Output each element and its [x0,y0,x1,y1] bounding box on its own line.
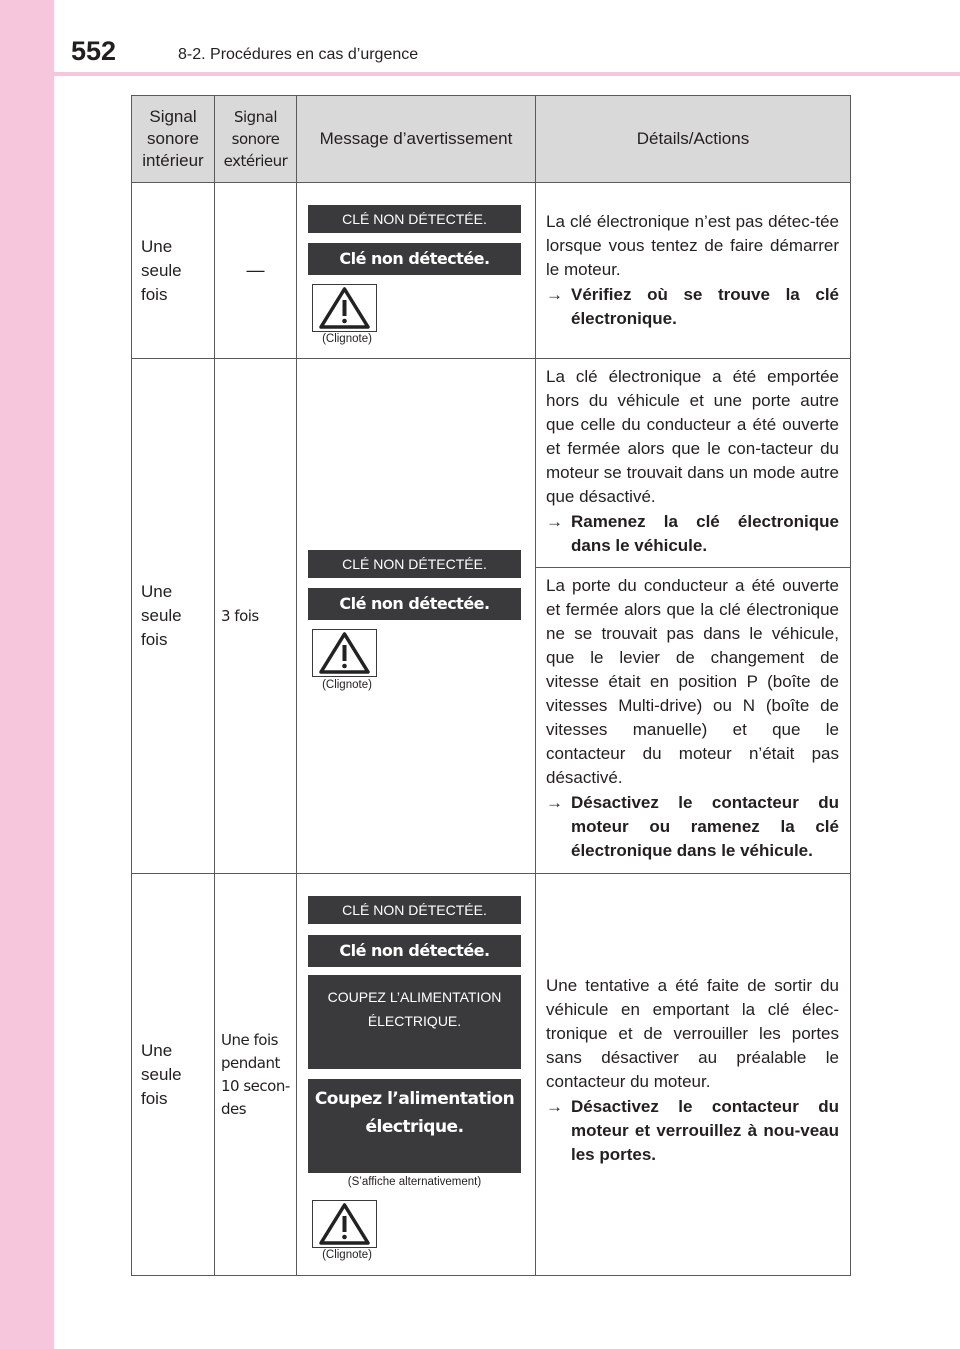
warning-table [131,95,851,1276]
alternate-caption: (S’affiche alternativement) [347,1176,482,1188]
details-text: La clé électronique n’est pas détec-tée lorsque vous tentez de faire démarrer le moteur. [546,212,839,279]
blink-caption: (Clignote) [322,333,372,345]
details-text: La clé électronique a été emportée hors du véhicule et une porte autre que celle du conducteur a été ouverte et fermée alors que le con-tacteur du moteur se trouvait dans un mode autre que désactivé. [546,367,839,506]
banner-upper: CLÉ NON DÉTECTÉE. [308,896,521,924]
banner-upper: CLÉ NON DÉTECTÉE. [308,205,521,233]
table-row [132,359,851,568]
details-cell [536,568,851,874]
table-header-row [132,96,851,183]
details-text: Une tentative a été faite de sortir du véhicule en emportant la clé élec-tronique et de verrouiller les portes sans désactiver au préalable le contacteur du moteur. [546,976,839,1091]
arrow-icon: → [546,1097,563,1116]
interior-signal: Une seule fois [141,582,182,649]
arrow-icon: → [546,793,563,812]
banner-mixed: Clé non détectée. [308,588,521,620]
details-cell [536,359,851,568]
action-text: Ramenez la clé électronique dans le véhicule. [571,512,839,555]
exterior-signal: 3 fois [221,606,259,625]
message-cell [297,359,536,874]
banner-mixed: Clé non détectée. [308,935,521,967]
interior-signal: Une seule fois [141,236,182,304]
exterior-signal: Une fois pendant 10 secon-des [221,1030,290,1118]
warning-triangle-icon [312,1200,377,1248]
warning-triangle-icon [312,284,377,332]
action-text: Désactivez le contacteur du moteur et verrouillez à nou-veau les portes. [571,1097,839,1164]
header-details: Détails/Actions [536,96,851,183]
interior-signal: Une seule fois [141,1040,182,1108]
arrow-icon: → [546,512,563,531]
warning-triangle-icon [312,629,377,677]
page-number: 552 [71,36,117,66]
action-text: Vérifiez où se trouve la clé électronique. [571,285,839,328]
action-text: Désactivez le contacteur du moteur ou ramenez la clé électronique dans le véhicule. [571,793,839,860]
banner-mixed: Clé non détectée. [308,243,521,275]
details-cell [536,874,851,1276]
power-off-box-mixed: Coupez l’alimentation électrique. [308,1079,521,1173]
header-interior: Signal sonore intérieur [132,96,215,183]
message-cell [297,874,536,1276]
message-cell [297,183,536,359]
header-rule [54,72,960,76]
table-row [132,183,851,359]
power-off-box-upper: COUPEZ L’ALIMENTATION ÉLECTRIQUE. [308,975,521,1069]
header-message: Message d’avertissement [297,96,536,183]
banner-upper: CLÉ NON DÉTECTÉE. [308,550,521,578]
details-text: La porte du conducteur a été ouverte et fermée alors que la clé électronique ne se trouvait pas dans le véhicule, que le levier de changement de vitesse était en position P (boîte de vitesses Multi-drive) ou N (boîte de vitesses manuelle) et que le contacteur du moteur n’était pas désactivé. [546,576,839,787]
section-title: 8-2. Procédures en cas d’urgence [178,46,419,63]
exterior-signal: — [246,260,265,280]
side-tab [0,0,54,1349]
blink-caption: (Clignote) [322,1249,372,1261]
header-exterior: Signal sonore extérieur [215,96,297,183]
table-row [132,874,851,1276]
blink-caption: (Clignote) [322,679,372,691]
arrow-icon: → [546,285,563,304]
details-cell [536,183,851,359]
